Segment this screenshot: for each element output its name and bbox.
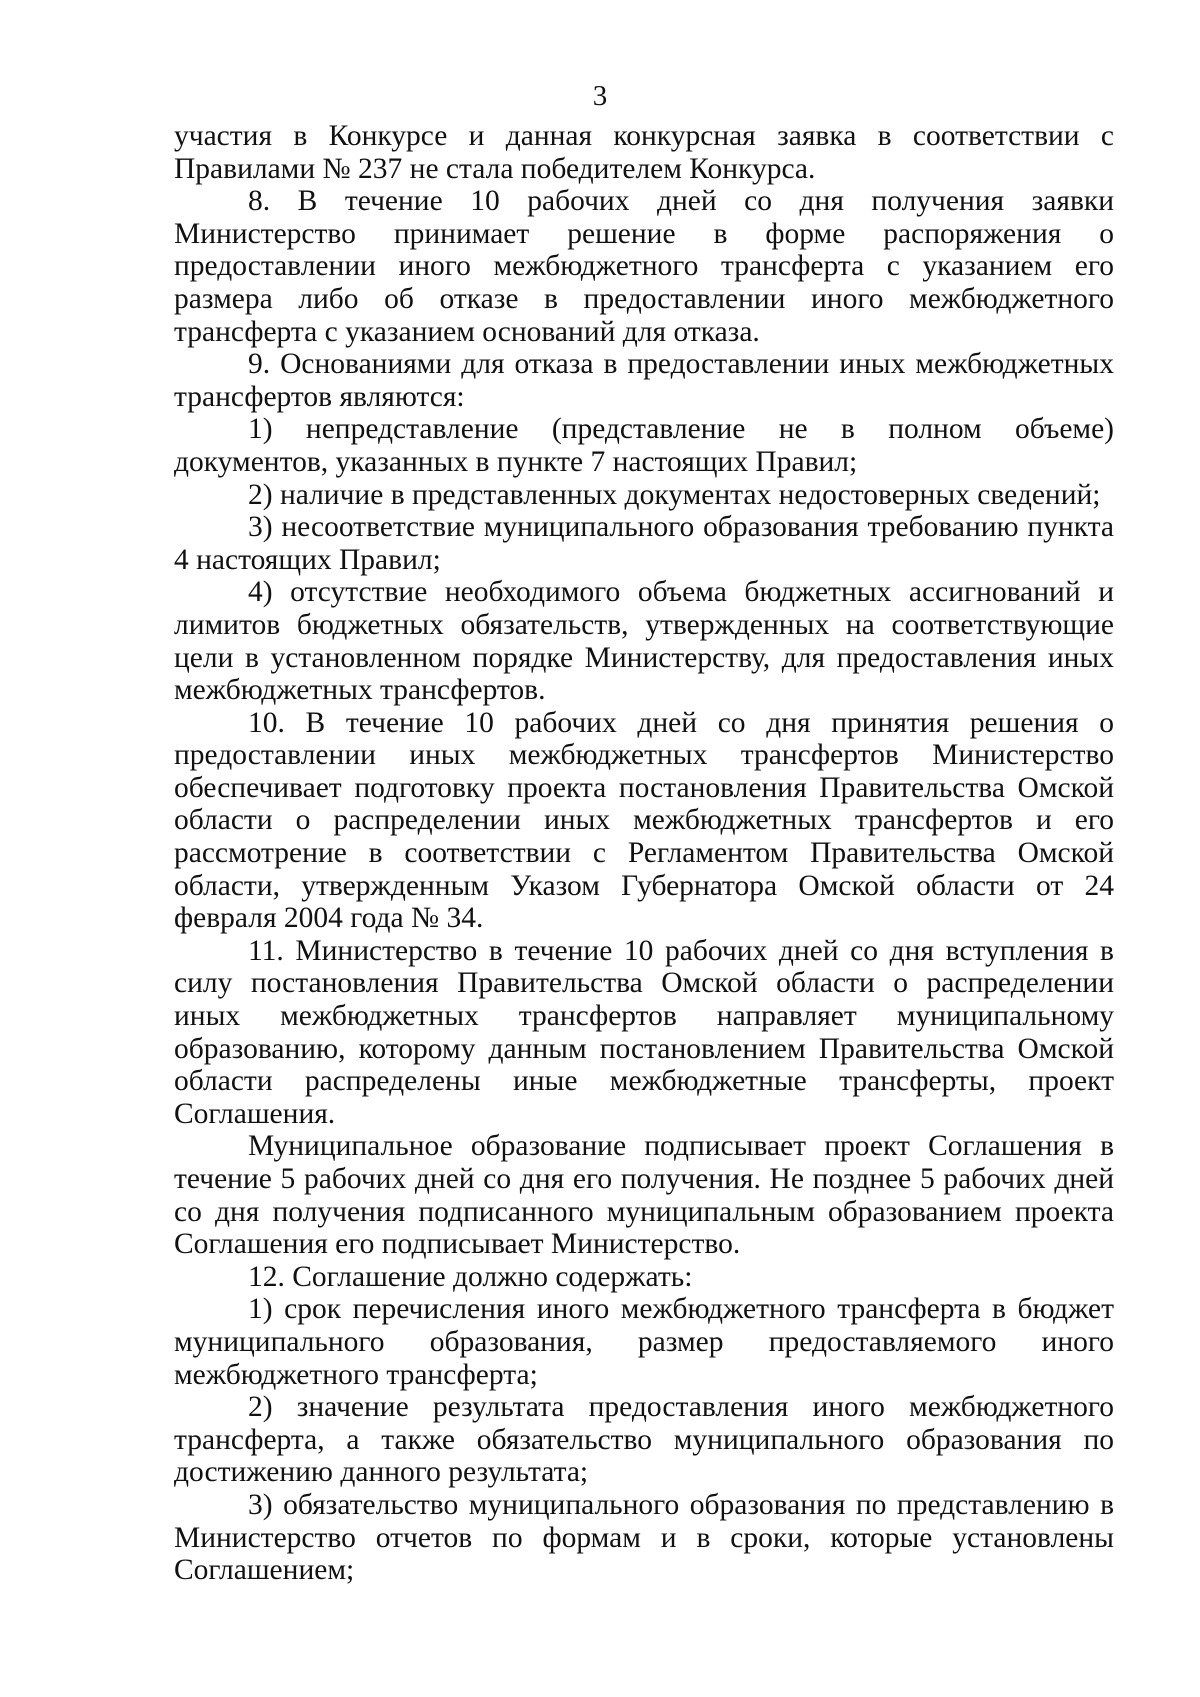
subitem-12-3: 3) обязательство муниципального образования по представлению в Министерство отчетов по формам и в сроки, которые установлены Соглашением; xyxy=(174,1488,1114,1587)
paragraph-item-8: 8. В течение 10 рабочих дней со дня получения заявки Министерство принимает решение в форме распоряжения о предоставлении иного межбюджетного трансферта с указанием его размера либо об отказе в предоставлении иного межбюджетного трансферта с указанием оснований для отказа. xyxy=(174,185,1114,348)
document-body xyxy=(174,120,1114,1587)
paragraph-item-9: 9. Основаниями для отказа в предоставлении иных межбюджетных трансфертов являются: xyxy=(174,348,1114,413)
paragraph-continuation: участия в Конкурсе и данная конкурсная заявка в соответствии с Правилами № 237 не стала победителем Конкурса. xyxy=(174,120,1114,185)
subitem-9-3: 3) несоответствие муниципального образования требованию пункта 4 настоящих Правил; xyxy=(174,511,1114,576)
paragraph-item-11: 11. Министерство в течение 10 рабочих дней со дня вступления в силу постановления Правительства Омской области о распределении иных межбюджетных трансфертов направляет муниципальному образованию, которому данным постановлением Правительства Омской области распределены иные межбюджетные трансферты, проект Соглашения. xyxy=(174,934,1114,1130)
page-number: 3 xyxy=(592,80,608,112)
subitem-9-1: 1) непредставление (представление не в полном объеме) документов, указанных в пункте 7 настоящих Правил; xyxy=(174,413,1114,478)
paragraph-item-12: 12. Соглашение должно содержать: xyxy=(248,1260,693,1293)
subitem-9-4: 4) отсутствие необходимого объема бюджетных ассигнований и лимитов бюджетных обязательств, утвержденных на соответствующие цели в установленном порядке Министерству, для предоставления иных межбюджетных трансфертов. xyxy=(174,576,1114,707)
subitem-12-1: 1) срок перечисления иного межбюджетного трансферта в бюджет муниципального образования, размер предоставляемого иного межбюджетного трансферта; xyxy=(174,1293,1114,1391)
subitem-12-2: 2) значение результата предоставления иного межбюджетного трансферта, а также обязательство муниципального образования по достижению данного результата; xyxy=(174,1391,1114,1489)
paragraph-item-10: 10. В течение 10 рабочих дней со дня принятия решения о предоставлении иных межбюджетных трансфертов Министерство обеспечивает подготовку проекта постановления Правительства Омской области о распределении иных межбюджетных трансфертов и его рассмотрение в соответствии с Регламентом Правительства Омской области, утвержденным Указом Губернатора Омской области от 24 февраля 2004 года № 34. xyxy=(174,706,1114,935)
subitem-9-2: 2) наличие в представленных документах недостоверных сведений; xyxy=(248,478,1101,511)
paragraph-item-11-continued: Муниципальное образование подписывает проект Соглашения в течение 5 рабочих дней со дня его получения. Не позднее 5 рабочих дней со дня получения подписанного муниципальным образованием проекта Соглашения его подписывает Министерство. xyxy=(174,1130,1114,1261)
